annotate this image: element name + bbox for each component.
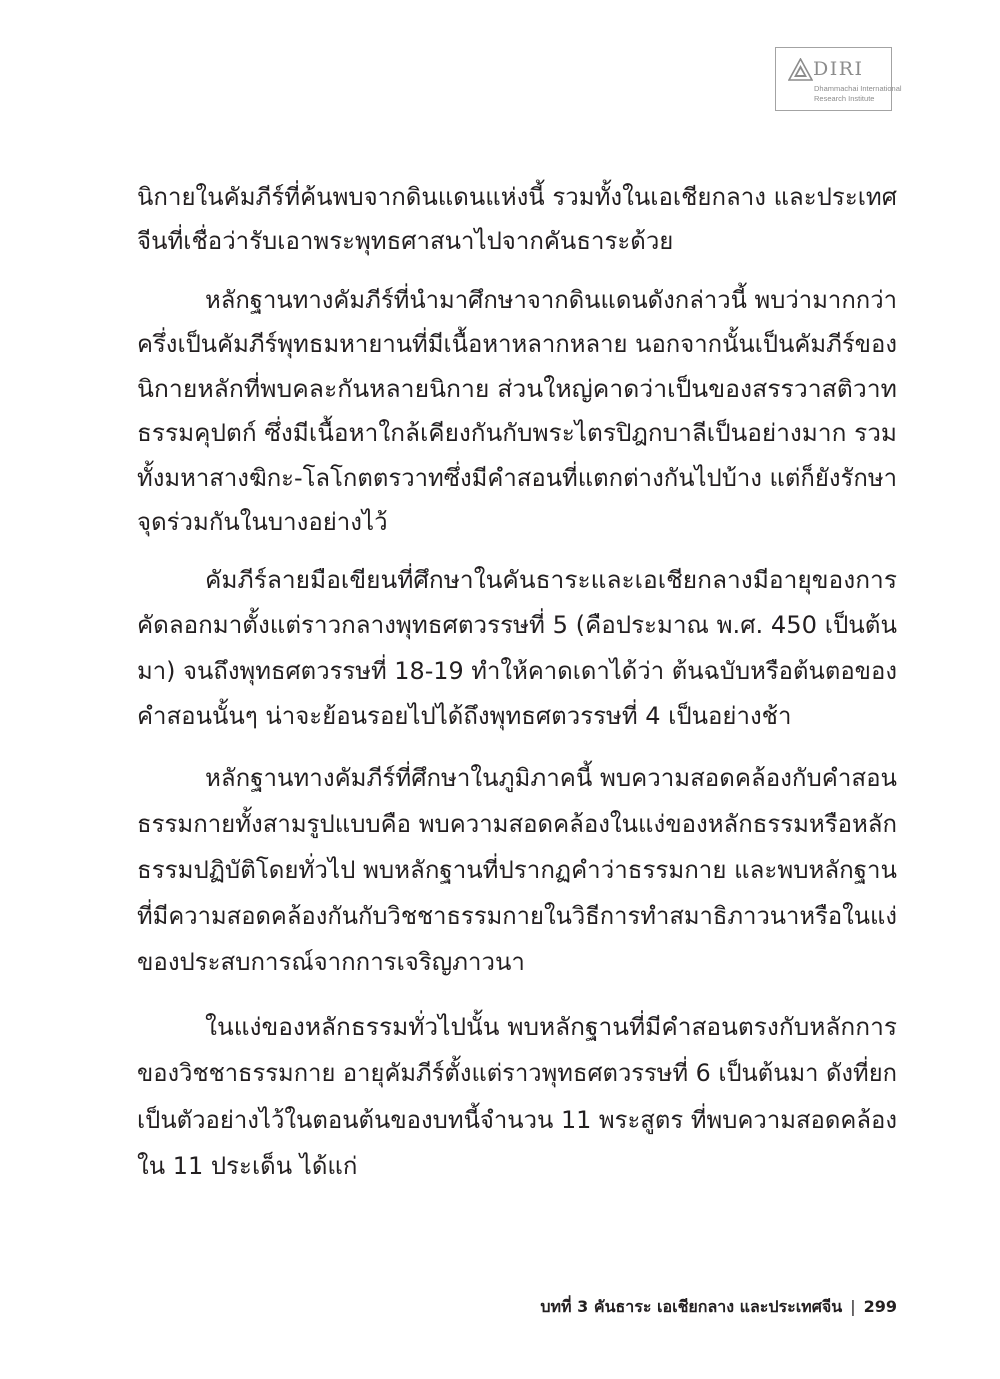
line-text: ในแง่ของหลักธรรมทั่วไปนั้น พบหลักฐานที่มีคำสอนตรงกับหลักการ bbox=[205, 1013, 897, 1041]
paragraph bbox=[137, 558, 897, 739]
text-line bbox=[137, 1050, 897, 1096]
footer-separator: | bbox=[850, 1297, 856, 1316]
line-text: ของวิชชาธรรมกาย อายุคัมภีร์ตั้งแต่ราวพุทธศตวรรษที่ 6 เป็นต้นมา ดังที่ยก bbox=[137, 1059, 897, 1088]
logo-subtitle bbox=[814, 84, 902, 104]
dhammachai-triangle-icon bbox=[788, 58, 813, 81]
text-line bbox=[137, 694, 897, 739]
line-text: ครึ่งเป็นคัมภีร์พุทธมหายานที่มีเนื้อหาหลากหลาย นอกจากนั้นเป็นคัมภีร์ของ bbox=[137, 330, 897, 359]
line-text: นิกายหลักที่พบคละกันหลายนิกาย ส่วนใหญ่คาดว่าเป็นของสรรวาสติวาท bbox=[137, 374, 897, 403]
text-line bbox=[137, 219, 897, 263]
text-line bbox=[137, 847, 897, 893]
text-line bbox=[137, 175, 897, 219]
text-line bbox=[205, 558, 897, 603]
logo-name: DIRI bbox=[813, 58, 864, 80]
text-line bbox=[137, 500, 897, 544]
text-line bbox=[137, 1143, 897, 1189]
text-line bbox=[137, 801, 897, 847]
text-line bbox=[137, 456, 897, 500]
page-footer bbox=[540, 1294, 897, 1320]
line-text: ธรรมกายทั้งสามรูปแบบคือ พบความสอดคล้องในแง่ของหลักธรรมหรือหลัก bbox=[137, 810, 897, 838]
line-text: คัดลอกมาตั้งแต่ราวกลางพุทธศตวรรษที่ 5 (คือประมาณ พ.ศ. 450 เป็นต้น bbox=[137, 611, 897, 640]
line-text: ใน 11 ประเด็น ได้แก่ bbox=[137, 1151, 358, 1180]
text-line bbox=[205, 755, 897, 801]
text-line bbox=[137, 411, 897, 455]
line-text: ทั้งมหาสางฆิกะ-โลโกตตรวาทซึ่งมีคำสอนที่แตกต่างกันไปบ้าง แต่ก็ยังรักษา bbox=[137, 463, 897, 492]
text-line bbox=[205, 1004, 897, 1050]
line-text: จีนที่เชื่อว่ารับเอาพระพุทธศาสนาไปจากคันธาระด้วย bbox=[137, 227, 674, 255]
line-text: ของประสบการณ์จากการเจริญภาวนา bbox=[137, 948, 525, 976]
line-text: จุดร่วมกันในบางอย่างไว้ bbox=[137, 507, 388, 536]
text-line bbox=[205, 278, 897, 322]
logo-subtitle-line: Research Institute bbox=[814, 94, 875, 103]
chapter-title: บทที่ 3 คันธาระ เอเชียกลาง และประเทศจีน bbox=[540, 1297, 843, 1316]
paragraph bbox=[137, 1004, 897, 1189]
line-text: มา) จนถึงพุทธศตวรรษที่ 18-19 ทำให้คาดเดาได้ว่า ต้นฉบับหรือต้นตอของ bbox=[137, 656, 897, 685]
line-text: คำสอนนั้นๆ น่าจะย้อนรอยไปได้ถึงพุทธศตวรรษที่ 4 เป็นอย่างช้า bbox=[137, 701, 792, 730]
line-text: เป็นตัวอย่างไว้ในตอนต้นของบทนี้จำนวน 11 พระสูตร ที่พบความสอดคล้อง bbox=[137, 1105, 897, 1134]
line-text: นิกายในคัมภีร์ที่ค้นพบจากดินแดนแห่งนี้ รวมทั้งในเอเชียกลาง และประเทศ bbox=[137, 183, 897, 211]
text-line bbox=[137, 322, 897, 366]
line-text: คัมภีร์ลายมือเขียนที่ศึกษาในคันธาระและเอเชียกลางมีอายุของการ bbox=[205, 566, 898, 594]
text-line bbox=[137, 939, 897, 985]
paragraph bbox=[137, 278, 897, 544]
paragraph bbox=[137, 755, 897, 985]
text-line bbox=[137, 1097, 897, 1143]
line-text: ที่มีความสอดคล้องกันกับวิชชาธรรมกายในวิธีการทำสมาธิภาวนาหรือในแง่ bbox=[137, 902, 897, 930]
line-text: หลักฐานทางคัมภีร์ที่ศึกษาในภูมิภาคนี้ พบความสอดคล้องกับคำสอน bbox=[205, 764, 897, 792]
line-text: ธรรมปฏิบัติโดยทั่วไป พบหลักฐานที่ปรากฏคำว่าธรรมกาย และพบหลักฐาน bbox=[137, 856, 897, 884]
line-text: หลักฐานทางคัมภีร์ที่นำมาศึกษาจากดินแดนดังกล่าวนี้ พบว่ามากกว่า bbox=[205, 286, 897, 314]
logo-subtitle-line: Dhammachai International bbox=[814, 84, 902, 93]
paragraph bbox=[137, 175, 897, 263]
text-line bbox=[137, 649, 897, 694]
text-line bbox=[137, 367, 897, 411]
line-text: ธรรมคุปตก์ ซึ่งมีเนื้อหาใกล้เคียงกันกับพระไตรปิฎกบาลีเป็นอย่างมาก รวม bbox=[137, 419, 897, 448]
text-line bbox=[137, 893, 897, 939]
diri-logo bbox=[775, 47, 902, 111]
page-number: 299 bbox=[863, 1297, 897, 1316]
text-line bbox=[137, 603, 897, 648]
